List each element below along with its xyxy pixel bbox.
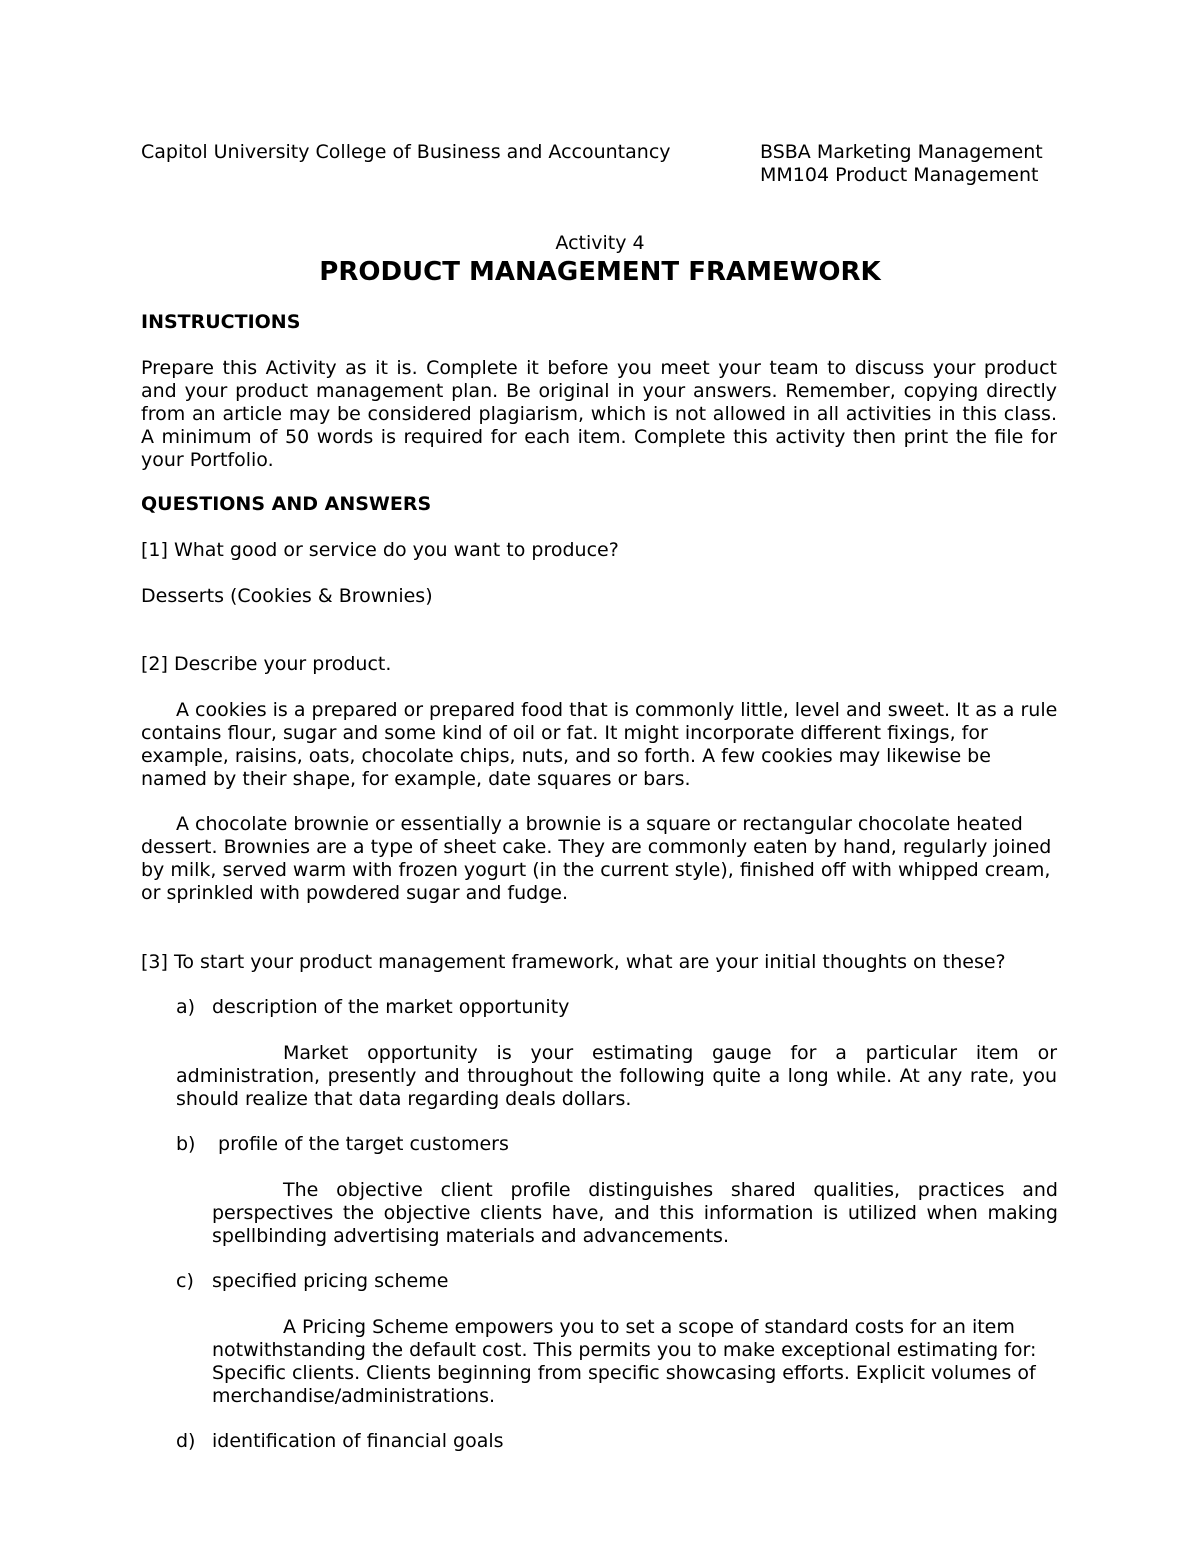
question-1: [1] What good or service do you want to produce?	[141, 539, 619, 561]
program-name: BSBA Marketing Management	[760, 141, 1043, 163]
item-a-answer: Market opportunity is your estimating gauge for a particular item or administration, presently and throughout the following quite a long while. At any rate, you should realize that data regarding deals dollars.	[176, 1042, 1057, 1110]
question-2: [2] Describe your product.	[141, 653, 392, 675]
item-c	[176, 1270, 448, 1293]
item-a-label: description of the market opportunity	[212, 996, 570, 1018]
item-c-letter: c)	[176, 1270, 194, 1292]
item-a	[176, 996, 569, 1019]
item-b-answer: The objective client profile distinguishes shared qualities, practices and perspectives the objective clients have, and this information is utilized when making spellbinding advertising materials and advancements.	[212, 1179, 1058, 1247]
page-title: PRODUCT MANAGEMENT FRAMEWORK	[319, 257, 881, 287]
item-d-label: identification of financial goals	[212, 1430, 504, 1452]
answer-2-paragraph-2: A chocolate brownie or essentially a brownie is a square or rectangular chocolate heated dessert. Brownies are a type of sheet cake. They are commonly eaten by hand, regularly joined by milk, served warm with frozen yogurt (in the current style), finished off with whipped cream, or sprinkled with powdered sugar and fudge.	[141, 813, 1052, 904]
course-name: MM104 Product Management	[760, 164, 1039, 186]
item-c-label: specified pricing scheme	[212, 1270, 449, 1292]
instructions-body: Prepare this Activity as it is. Complete it before you meet your team to discuss your product and your product management plan. Be original in your answers. Remember, copying directly from an article may be considered plagiarism, which is not allowed in all activities in this class. A minimum of 50 words is required for each item. Complete this activity then print the file for your Portfolio.	[141, 357, 1057, 471]
answer-2-paragraph-1: A cookies is a prepared or prepared food that is commonly little, level and sweet. It as a rule contains flour, sugar and some kind of oil or fat. It might incorporate different fixings, for example, raisins, oats, chocolate chips, nuts, and so forth. A few cookies may likewise be named by their shape, for example, date squares or bars.	[141, 699, 1058, 790]
institution-name: Capitol University College of Business and Accountancy	[141, 141, 671, 163]
item-a-letter: a)	[176, 996, 196, 1018]
item-b	[176, 1133, 509, 1156]
instructions-heading: INSTRUCTIONS	[141, 311, 301, 333]
item-d-letter: d)	[176, 1430, 196, 1452]
item-c-answer: A Pricing Scheme empowers you to set a scope of standard costs for an item notwithstanding the default cost. This permits you to make exceptional estimating for: Specific clients. Clients beginning from specific showcasing efforts. Explicit volumes of merchandise/administrations.	[212, 1316, 1037, 1407]
question-3: [3] To start your product management framework, what are your initial thoughts on these?	[141, 951, 1006, 973]
course-info	[760, 141, 1043, 187]
item-b-letter: b)	[176, 1133, 196, 1155]
activity-number: Activity 4	[555, 232, 645, 254]
qa-heading: QUESTIONS AND ANSWERS	[141, 493, 432, 515]
item-b-label: profile of the target customers	[212, 1133, 509, 1155]
item-d	[176, 1430, 504, 1453]
answer-1: Desserts (Cookies & Brownies)	[141, 585, 433, 607]
